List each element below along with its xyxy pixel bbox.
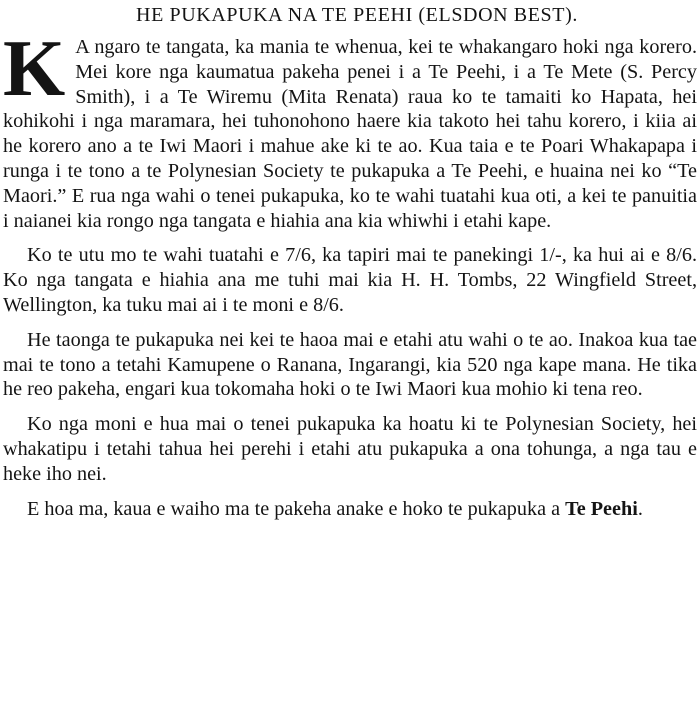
paragraph-1 (3, 25, 697, 233)
paragraph-3: He taonga te pukapuka nei kei te haoa mai e etahi atu wahi o te ao. Inakoa kua tae mai te tono a tetahi Kamupene o Ranana, Ingarangi, kia 520 nga kape mana. He tika he reo pakeha, engari kua tokomaha hoki o te Iwi Maori kua mohio ki tena reo. (3, 328, 697, 401)
paragraph-5-text-before: E hoa ma, kaua e waiho ma te pakeha anake e hoko te pukapuka a (27, 497, 566, 520)
paragraph-5 (3, 497, 697, 522)
paragraph-2: Ko te utu mo te wahi tuatahi e 7/6, ka tapiri mai te panekingi 1/-, ka hui ai e 8/6. Ko nga tangata e hiahia ana me tuhi mai kia H. H. Tombs, 22 Wingfield Street, Wellington, ka tuku mai ai i te moni e 8/6. (3, 244, 697, 316)
document-page (3, 2, 697, 521)
paragraph-1-text: A ngaro te tangata, ka mania te whenua, kei te whakangaro hoki nga korero. Mei kore nga kaumatua pakeha penei i a Te Peehi, i a Te Mete (S. Percy Smith), i a Te Wiremu (Mita Renata) raua ko te tamaiti ko Hapata, hei kohikohi i nga maramara, hei tuhonohono haere kia takoto hei tahu korero, i kiia ai he korero ano a te Iwi Maori i mahue ake ki te ao. Kua taia e te Poari Whakapapa i runga i te tono a te Polynesian Society te pukapuka a Te Peehi, e huaina nei ko “Te Maori.” E rua nga wahi o tenei pukapuka, ko te wahi tuatahi kua oti, a kei te panuitia i naianei kia rongo nga tangata e hiahia ana kia whiwhi i etahi kape. (3, 36, 697, 232)
page-title: HE PUKAPUKA NA TE PEEHI (ELSDON BEST). (136, 4, 578, 26)
drop-cap-letter: K (3, 25, 66, 113)
paragraph-4: Ko nga moni e hua mai o tenei pukapuka ka hoatu ki te Polynesian Society, hei whakatipu i tetahi tahua hei perehi i etahi atu pukapuka a ona tohunga, a nga tau e heke iho nei. (3, 413, 697, 485)
paragraph-5-text-after: . (637, 497, 643, 520)
paragraph-5-bold-name: Te Peehi (565, 497, 638, 520)
